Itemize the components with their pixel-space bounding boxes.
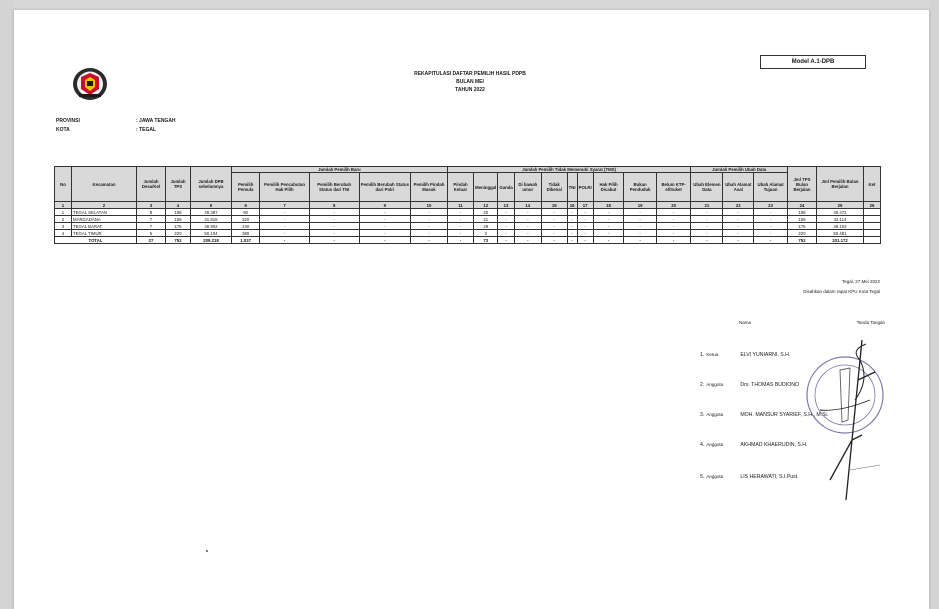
title-line-2: BULAN MEI [456,79,484,85]
cell-jml-tps: 188 [788,209,817,216]
member-name: Drs. THOMAS BUDIONO [740,382,800,388]
cell-jml-pemilih: 49.103 [817,223,864,230]
cell-empty: - [723,209,754,216]
cell-empty: - [541,223,567,230]
cell-empty: - [447,223,473,230]
cell-empty: - [656,230,690,237]
column-number: 18 [593,202,624,209]
table-row [55,230,881,237]
cell-empty: - [656,223,690,230]
recap-table [54,166,881,244]
cell-empty: - [260,237,309,244]
member-name: ELVI YUNIARNI, S.H. [740,352,791,358]
cell-empty: - [260,216,309,223]
member-index: 3. [700,412,705,418]
total-pemula: 1.037 [232,237,260,244]
col-header-berubah-tni: Pemilih Berubah Status dari TNI [309,173,359,202]
cell-empty: - [514,216,541,223]
cell-empty: - [577,223,593,230]
cell-kecamatan: TEGAL SELATAN [72,209,137,216]
column-number: 2 [72,202,137,209]
col-header-jml-tps: Jml TPS Bulan Berjalan [788,167,817,202]
column-number: 7 [260,202,309,209]
col-header-tni: TNI [567,173,577,202]
col-header-pindah-keluar: Pindah Keluar [447,173,473,202]
cell-empty: - [577,216,593,223]
member-index: 1. [700,352,705,358]
total-meninggal: 73 [474,237,498,244]
col-header-pemula: Pemilih Pemula [232,173,260,202]
member-row [700,382,799,388]
cell-dpb: 49.387 [191,209,232,216]
cell-empty: - [577,209,593,216]
column-number: 4 [166,202,191,209]
member-role: Anggota [706,442,724,447]
cell-empty: - [577,237,593,244]
col-header-ket: Ket [864,167,881,202]
cell-ket [864,230,881,237]
cell-empty: - [723,216,754,223]
total-dpb: 209.218 [191,237,232,244]
title-line-3: TAHUN 2022 [455,87,485,93]
cell-jml-pemilih: 42.114 [817,216,864,223]
cell-meninggal: 20 [474,209,498,216]
cell-empty: - [691,223,723,230]
total-tps: 752 [166,237,191,244]
member-row [700,474,799,480]
cell-empty: - [260,209,309,216]
column-number: 9 [359,202,411,209]
col-header-ubah-alamat-tujuan: Ubah Alamat Tujuan [754,173,788,202]
cell-empty: - [309,230,359,237]
cell-dpb: 41.815 [191,216,232,223]
cell-empty: - [309,223,359,230]
cell-empty: - [260,230,309,237]
official-stamp-icon [800,340,890,500]
cell-pemula: 320 [232,216,260,223]
cell-empty: - [260,223,309,230]
total-label: TOTAL [55,237,137,244]
cell-desa: 5 [137,230,166,237]
col-header-pindah-masuk: Pemilih Pindah Masuk [411,173,448,202]
cell-empty: - [541,216,567,223]
cell-tps: 175 [166,223,191,230]
cell-empty: - [593,230,624,237]
col-header-polri: POLRI [577,173,593,202]
cell-desa: 7 [137,216,166,223]
cell-kecamatan: MARGADANA [72,216,137,223]
member-name: LIS HERAWATI, S.I.Pust. [740,474,799,480]
total-desa: 27 [137,237,166,244]
cell-pemula: 380 [232,230,260,237]
cell-ket [864,237,881,244]
column-number: 16 [567,202,577,209]
cell-pemula: 90 [232,209,260,216]
total-row [55,237,881,244]
cell-jml-pemilih: 50.481 [817,230,864,237]
provinsi-value: : JAWA TENGAH [136,118,176,124]
cell-empty: - [359,230,411,237]
region-info [56,117,176,135]
col-header-belum-ktp: Belum KTP-el/Suket [656,173,690,202]
cell-empty: - [567,216,577,223]
cell-empty: - [309,209,359,216]
cell-empty: - [309,216,359,223]
cell-jml-tps: 175 [788,223,817,230]
cell-tps: 169 [166,216,191,223]
column-number: 3 [137,202,166,209]
cell-empty: - [411,230,448,237]
cell-desa: 8 [137,209,166,216]
cell-empty: - [359,237,411,244]
cell-empty: - [498,230,514,237]
column-number: 13 [498,202,514,209]
column-number: 1 [55,202,72,209]
cell-empty: - [624,230,657,237]
cell-empty: - [447,237,473,244]
provinsi-label: PROVINSI [56,118,80,124]
cell-empty: - [624,209,657,216]
cell-empty: - [624,237,657,244]
col-header-pencabutan: Pemilih Pencabutan Hak Pilih [260,173,309,202]
cell-no: 2 [55,216,72,223]
cell-meninggal: 29 [474,223,498,230]
cell-empty: - [514,237,541,244]
cell-jml-pemilih: 49.472 [817,209,864,216]
cell-empty: - [411,237,448,244]
member-index: 4. [700,442,705,448]
column-number: 21 [691,202,723,209]
col-header-berubah-polri: Pemilih Berubah Status dari Polri [359,173,411,202]
cell-empty: - [754,223,788,230]
member-role: Anggota [706,382,724,387]
cell-empty: - [541,237,567,244]
cell-empty: - [754,209,788,216]
cell-empty: - [691,230,723,237]
col-header-tps: Jumlah TPS [166,167,191,202]
cell-jml-tps: 220 [788,230,817,237]
cell-empty: - [447,230,473,237]
kpu-logo-icon [72,67,108,101]
column-number: 22 [723,202,754,209]
column-number: 24 [788,202,817,209]
member-role: Anggota [706,474,724,479]
total-jml-pemilih: 201.172 [817,237,864,244]
cell-empty: - [359,223,411,230]
cell-empty: - [624,216,657,223]
col-header-hak-pilih-dicabut: Hak Pilih Dicabut [593,173,624,202]
column-number: 23 [754,202,788,209]
cell-empty: - [447,216,473,223]
cell-empty: - [691,209,723,216]
cell-ket [864,209,881,216]
column-number: 8 [309,202,359,209]
col-header-jml-pemilih: Jml Pemilih Bulan Berjalan [817,167,864,202]
cell-empty: - [593,216,624,223]
cell-meninggal: 3 [474,230,498,237]
col-header-dibawah-umur: Di bawah umur [514,173,541,202]
cell-empty: - [498,216,514,223]
cell-empty: - [656,237,690,244]
cell-empty: - [359,209,411,216]
cell-empty: - [656,216,690,223]
signing-date: Tegal, 27 Mei 2022 [841,279,880,284]
member-row [700,352,790,358]
col-header-desa: Jumlah Desa/Kel [137,167,166,202]
group-header-baru: Jumlah Pemilih Baru [232,167,448,173]
cell-empty: - [359,216,411,223]
col-header-ubah-alamat-asal: Ubah Alamat Asal [723,173,754,202]
scan-border-left [0,0,14,609]
table-row [55,223,881,230]
col-header-no: No [55,167,72,202]
scan-border-right [929,0,939,609]
cell-empty: - [593,223,624,230]
document-title [340,70,600,94]
col-header-tidak-dikenal: Tidak Dikenal [541,173,567,202]
column-number: 10 [411,202,448,209]
cell-desa: 7 [137,223,166,230]
col-header-ubah-elemen: Ubah Elemen Data [691,173,723,202]
signature-col-sign: Tanda Tangan [856,320,885,325]
cell-empty: - [567,230,577,237]
col-header-ganda: Ganda [498,173,514,202]
cell-empty: - [309,237,359,244]
cell-empty: - [514,209,541,216]
signing-info [740,277,880,297]
cell-no: 1 [55,209,72,216]
column-number: 11 [447,202,473,209]
cell-empty: - [691,216,723,223]
cell-empty: - [514,223,541,230]
cell-empty: - [723,223,754,230]
member-row [700,442,808,448]
cell-pemula: 230 [232,223,260,230]
cell-ket [864,216,881,223]
col-header-kecamatan: Kecamatan [72,167,137,202]
col-header-bukan-penduduk: Bukan Penduduk [624,173,657,202]
member-index: 2. [700,382,705,388]
cell-empty: - [593,209,624,216]
column-number: 14 [514,202,541,209]
cell-empty: - [567,223,577,230]
cell-empty: - [577,230,593,237]
cell-empty: - [411,209,448,216]
cell-tps: 188 [166,209,191,216]
cell-empty: - [691,237,723,244]
cell-empty: - [567,237,577,244]
cell-kecamatan: TEGAL BARAT [72,223,137,230]
table-row [55,209,881,216]
column-number: 20 [656,202,690,209]
scan-speck [206,550,208,552]
cell-no: 4 [55,230,72,237]
cell-ket [864,223,881,230]
column-number: 15 [541,202,567,209]
cell-empty: - [754,237,788,244]
column-number: 6 [232,202,260,209]
cell-dpb: 50.104 [191,230,232,237]
column-number-row [55,202,881,209]
cell-empty: - [498,209,514,216]
document-page [14,10,929,609]
column-number: 17 [577,202,593,209]
column-number: 12 [474,202,498,209]
cell-empty: - [656,209,690,216]
cell-empty: - [498,237,514,244]
model-code-box: Model A.1-DPB [760,55,866,69]
cell-empty: - [624,223,657,230]
cell-empty: - [447,209,473,216]
cell-empty: - [514,230,541,237]
kota-label: KOTA [56,127,70,133]
cell-tps: 220 [166,230,191,237]
member-role: Ketua [706,352,719,357]
cell-dpb: 48.902 [191,223,232,230]
cell-empty: - [754,230,788,237]
cell-kecamatan: TEGAL TIMUR [72,230,137,237]
column-number: 25 [817,202,864,209]
member-name: AKHMAD KHAERUDIN, S.H. [740,442,808,448]
signing-note: Disahkan dalam rapat KPU Kota Tegal [803,289,880,294]
column-number: 26 [864,202,881,209]
total-jml-tps: 752 [788,237,817,244]
column-number: 19 [624,202,657,209]
cell-empty: - [754,216,788,223]
cell-no: 3 [55,223,72,230]
kota-value: : TEGAL [136,127,156,133]
column-number: 5 [191,202,232,209]
member-role: Anggota [706,412,724,417]
member-index: 5. [700,474,705,480]
cell-empty: - [723,230,754,237]
cell-empty: - [411,216,448,223]
title-line-1: REKAPITULASI DAFTAR PEMILIH HASIL PDPB [414,71,526,77]
cell-empty: - [411,223,448,230]
cell-jml-tps: 169 [788,216,817,223]
table-row [55,216,881,223]
cell-empty: - [593,237,624,244]
signature-col-name: Nama [739,320,752,325]
cell-empty: - [498,223,514,230]
cell-empty: - [723,237,754,244]
member-name: MOH. MANSUR SYARIEF, S.H., M.Si. [740,412,829,418]
cell-empty: - [567,209,577,216]
col-header-meninggal: Meninggal [474,173,498,202]
cell-empty: - [541,209,567,216]
cell-empty: - [541,230,567,237]
group-header-ubah: Jumlah Pemilih Ubah Data [691,167,788,173]
cell-meninggal: 21 [474,216,498,223]
group-header-tms: Jumlah Pemilih Tidak Memenuhi Syarat (TMS) [447,167,690,173]
col-header-dpb-sebelumnya: Jumlah DPB sebelumnya [191,167,232,202]
